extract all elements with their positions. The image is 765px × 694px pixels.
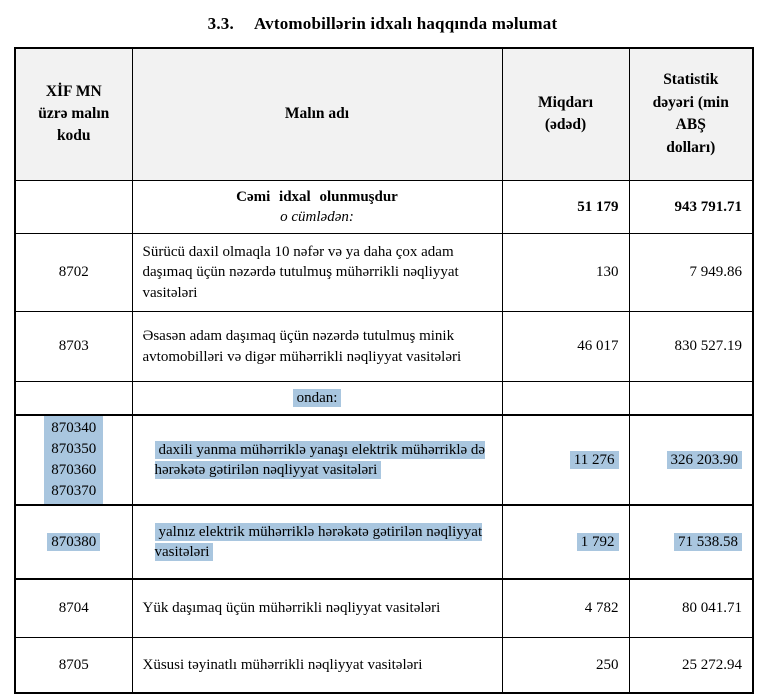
summary-value: 943 791.71 (629, 180, 753, 234)
bus-code: 8702 (15, 234, 132, 312)
special-qty: 250 (502, 637, 629, 693)
page-title (0, 14, 765, 34)
section-title-text: Avtomobillərin idxalı haqqında məlumat (253, 14, 558, 33)
divider-code-cell (15, 382, 132, 416)
cars-qty: 46 017 (502, 312, 629, 382)
section-number: 3.3. (207, 14, 234, 33)
column-header-name: Malın adı (132, 48, 502, 180)
hybrid-value: 326 203.90 (667, 451, 743, 469)
row-cars-8703 (15, 312, 753, 382)
column-header-value: Statistik dəyəri (min ABŞ dolları) (629, 48, 753, 180)
row-trucks-8704 (15, 579, 753, 637)
hybrid-codes-cell (15, 415, 132, 505)
electric-code: 870380 (47, 533, 100, 551)
row-summary-total (15, 180, 753, 234)
trucks-qty: 4 782 (502, 579, 629, 637)
hybrid-qty: 11 276 (570, 451, 619, 469)
import-table (14, 47, 754, 694)
special-name: Xüsusi təyinatlı mühərrikli nəqliyyat vasitələri (132, 637, 502, 693)
cars-value: 830 527.19 (629, 312, 753, 382)
summary-subtitle: o cümlədən: (280, 208, 354, 225)
hybrid-code-3: 870360 (51, 462, 97, 479)
row-buses-8702 (15, 234, 753, 312)
trucks-name: Yük daşımaq üçün mühərrikli nəqliyyat vasitələri (132, 579, 502, 637)
divider-label: ondan: (293, 389, 342, 407)
trucks-value: 80 041.71 (629, 579, 753, 637)
divider-qty-cell (502, 382, 629, 416)
row-electric-vehicles (15, 505, 753, 579)
column-header-qty: Miqdarı (ədəd) (502, 48, 629, 180)
summary-code-cell (15, 180, 132, 234)
special-code: 8705 (15, 637, 132, 693)
row-hybrid-vehicles (15, 415, 753, 505)
electric-value-cell (629, 505, 753, 579)
hybrid-value-cell (629, 415, 753, 505)
divider-value-cell (629, 382, 753, 416)
column-header-code: XİF MN üzrə malın kodu (15, 48, 132, 180)
row-divider-ondan (15, 382, 753, 416)
summary-qty: 51 179 (502, 180, 629, 234)
hybrid-qty-cell (502, 415, 629, 505)
cars-code: 8703 (15, 312, 132, 382)
electric-qty-cell (502, 505, 629, 579)
hybrid-code-1: 870340 (51, 420, 97, 437)
bus-qty: 130 (502, 234, 629, 312)
electric-code-cell (15, 505, 132, 579)
header-row (15, 48, 753, 180)
summary-title: Cəmi idxal olunmuşdur (236, 188, 398, 205)
trucks-code: 8704 (15, 579, 132, 637)
divider-label-cell (132, 382, 502, 416)
electric-name-cell (132, 505, 502, 579)
hybrid-codes-block (44, 416, 103, 504)
electric-qty: 1 792 (577, 533, 619, 551)
hybrid-name: daxili yanma mühərriklə yanaşı elektrik mühərriklə də hərəkətə gətirilən nəqliyyat vasitələri (154, 442, 486, 479)
electric-value: 71 538.58 (674, 533, 742, 551)
hybrid-code-4: 870370 (51, 483, 97, 500)
bus-name: Sürücü daxil olmaqla 10 nəfər və ya daha çox adam daşımaq üçün nəzərdə tutulmuş mühərrikli nəqliyyat vasitələri (132, 234, 502, 312)
special-value: 25 272.94 (629, 637, 753, 693)
summary-label-cell (132, 180, 502, 234)
hybrid-name-cell (132, 415, 502, 505)
hybrid-code-2: 870350 (51, 441, 97, 458)
bus-value: 7 949.86 (629, 234, 753, 312)
electric-name: yalnız elektrik mühərriklə hərəkətə gətirilən nəqliyyat vasitələri (154, 524, 483, 561)
cars-name: Əsasən adam daşımaq üçün nəzərdə tutulmuş minik avtomobilləri və digər mühərrikli nəqliyyat vasitələri (132, 312, 502, 382)
